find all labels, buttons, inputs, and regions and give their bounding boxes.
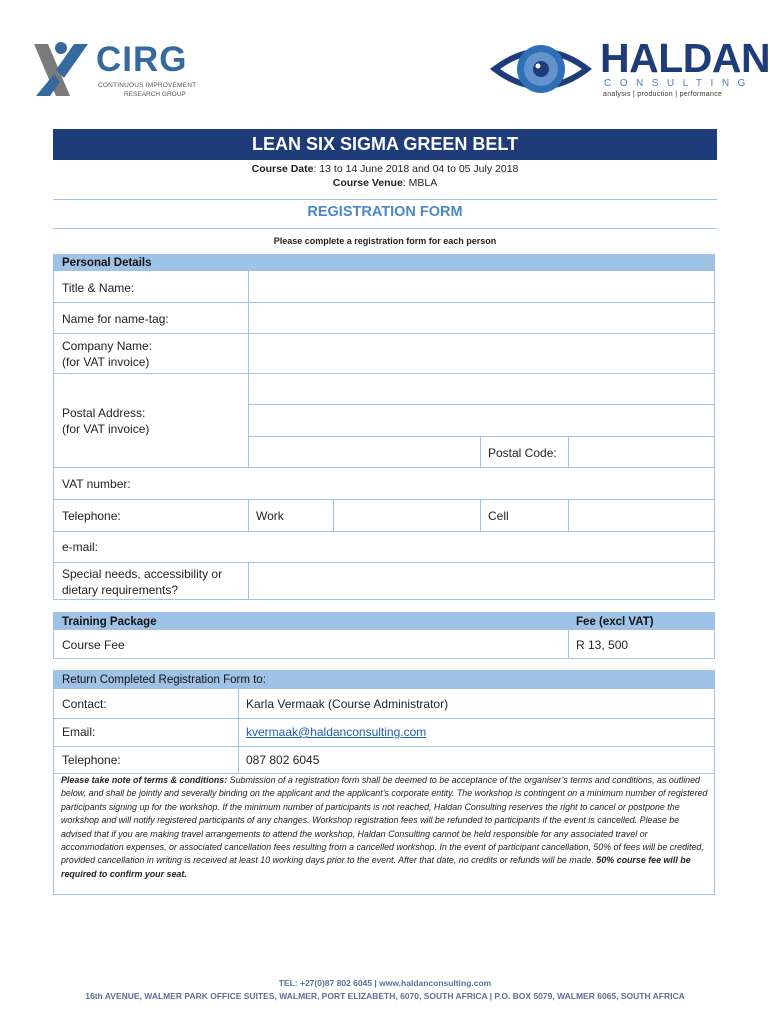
- postal-address-label: Postal Address:: [62, 406, 146, 420]
- course-fee-label: Course Fee: [62, 638, 125, 652]
- postal-code-label: Postal Code:: [488, 446, 557, 460]
- return-to-header: Return Completed Registration Form to:: [54, 671, 714, 689]
- haldan-consulting: CONSULTING: [604, 78, 754, 89]
- footer-address: 16th AVENUE, WALMER PARK OFFICE SUITES, WALMER, PORT ELIZABETH, 6070, SOUTH AFRICA | P.O. BOX 5079, WALMER 6065, SOUTH AFRICA: [85, 991, 685, 1001]
- terms-text: [55, 774, 715, 881]
- vat-number-label: VAT number:: [62, 477, 131, 491]
- fee-header: Fee (excl VAT): [576, 615, 654, 628]
- title-name-label: Title & Name:: [62, 281, 135, 295]
- name-tag-field[interactable]: [249, 303, 714, 333]
- email-link-text[interactable]: kvermaak@haldanconsulting.com: [246, 725, 427, 739]
- cirg-name: CIRG: [96, 40, 188, 79]
- haldan-logo: [486, 35, 770, 102]
- telephone-work-label: Work: [256, 509, 284, 523]
- special-needs-field[interactable]: [249, 563, 714, 599]
- postal-vat-note: (for VAT invoice): [62, 422, 150, 436]
- terms-tail: 50% course fee will be required to confirm your seat.: [61, 855, 691, 879]
- page-title: LEAN SIX SIGMA GREEN BELT: [53, 129, 717, 160]
- telephone-cell-field[interactable]: [569, 500, 714, 531]
- postal-address-field-3[interactable]: [249, 437, 480, 467]
- title-name-field[interactable]: [249, 272, 714, 302]
- postal-address-field-1[interactable]: [249, 374, 714, 404]
- divider: [54, 718, 714, 719]
- haldan-name: HALDAN: [600, 35, 770, 81]
- terms-body: Submission of a registration form shall be deemed to be acceptance of the organiser’s terms and conditions, as outlined below, and shall be jointly and severally binding on the applicant and the applicant’s corporate entity. The workshop is contingent on a minimum number of registered participants signing up for the workshop. If the minimum number of participants is not reached, Haldan Consulting reserves the right to cancel or postpone the workshop and will notify registered participants of any changes. Workshop registration fees will be refunded to participants if the event is cancelled. Please be advised that if you are making travel arrangements to attend the workshop, Haldan Consulting cannot be held responsible for any associated travel or accommodation expenses, or associated cancellation fees resulting from a cancelled workshop. In the event of participant cancellation, 50% of fees will be credited, provided cancellation in writing is received at least 10 working days prior to the event. After that date, no credits or refunds will be made.: [61, 775, 708, 866]
- email-field[interactable]: [249, 532, 714, 562]
- cirg-mark-icon: [30, 38, 94, 102]
- contact-value: Karla Vermaak (Course Administrator): [246, 697, 449, 711]
- footer-contact: TEL: +27(0)87 802 6045 | www.haldanconsulting.com: [278, 978, 492, 988]
- special-needs-label-2: dietary requirements?: [62, 583, 179, 597]
- contact-label: Contact:: [62, 697, 107, 711]
- course-fee-value: R 13, 500: [576, 638, 629, 652]
- vat-number-field[interactable]: [249, 468, 714, 499]
- course-date: [53, 163, 717, 175]
- company-vat-note: (for VAT invoice): [62, 355, 150, 369]
- return-telephone-label: Telephone:: [62, 753, 121, 767]
- course-venue-label: Course Venue: [332, 177, 403, 189]
- course-venue: [53, 177, 717, 189]
- return-email-label: Email:: [62, 725, 96, 739]
- return-telephone-value: 087 802 6045: [246, 753, 320, 767]
- personal-details-header: Personal Details: [54, 255, 714, 271]
- postal-code-field[interactable]: [569, 437, 714, 467]
- eye-icon: [486, 36, 596, 102]
- name-tag-label: Name for name-tag:: [62, 312, 169, 326]
- course-date-value: : 13 to 14 June 2018 and 04 to 05 July 2018: [313, 163, 519, 175]
- telephone-label: Telephone:: [62, 509, 121, 523]
- course-date-label: Course Date: [251, 163, 314, 175]
- return-email-link[interactable]: [238, 724, 426, 740]
- company-name-field[interactable]: [249, 334, 714, 373]
- telephone-work-field[interactable]: [334, 500, 480, 531]
- email-label: e-mail:: [62, 540, 99, 554]
- form-note: Please complete a registration form for each person: [273, 236, 497, 246]
- divider: [54, 746, 714, 747]
- haldan-tagline: analysis | production | performance: [603, 91, 723, 98]
- cirg-logo: [30, 38, 200, 104]
- divider: [53, 199, 717, 200]
- postal-address-field-2[interactable]: [249, 405, 714, 436]
- company-name-label: Company Name:: [62, 339, 153, 353]
- divider: [53, 228, 717, 229]
- cirg-subtitle-1: CONTINUOUS IMPROVEMENT: [98, 82, 197, 89]
- training-package-header: Training Package: [54, 613, 714, 630]
- terms-lead: Please take note of terms & conditions:: [61, 775, 228, 785]
- special-needs-label: Special needs, accessibility or: [62, 567, 223, 581]
- course-venue-value: : MBLA: [402, 177, 438, 189]
- cirg-subtitle-2: RESEARCH GROUP: [124, 91, 186, 98]
- telephone-cell-label: Cell: [488, 509, 509, 523]
- form-title: REGISTRATION FORM: [307, 204, 463, 220]
